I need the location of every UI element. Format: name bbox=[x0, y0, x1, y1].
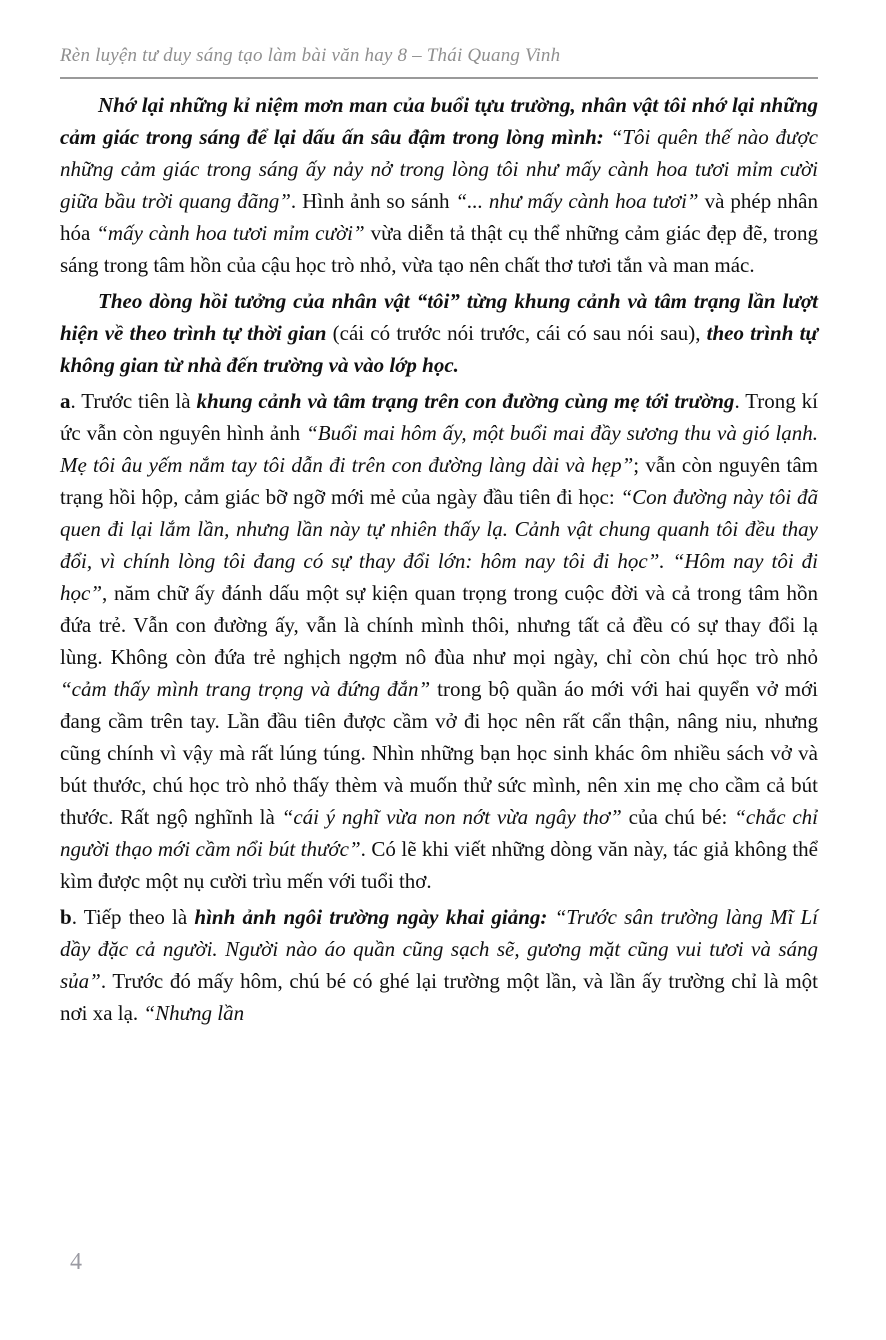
text-run: hình ảnh ngôi trường ngày khai giảng: bbox=[194, 905, 555, 929]
paragraph bbox=[60, 901, 818, 1029]
text-run: “Buổi mai hôm ấy, một buổi mai đầy sương thu và gió lạnh. Mẹ tôi âu yếm nắm tay tôi dẫn đi trên con đường làng dài và hẹp” bbox=[60, 421, 819, 477]
text-run: . Hình ảnh so sánh bbox=[290, 189, 456, 213]
text-run: “... như mấy cành hoa tươi” bbox=[455, 189, 699, 213]
text-run: . Trước đó mấy hôm, chú bé có ghé lại trường một lần, và lần ấy trường chỉ là một nơi xa lạ. bbox=[60, 969, 818, 1025]
paragraph bbox=[60, 385, 818, 897]
text-run: . Trong kí ức vẫn còn nguyên hình ảnh bbox=[60, 389, 818, 445]
text-run: Theo dòng hồi tưởng của nhân vật “tôi” từng khung cảnh và tâm trạng lần lượt hiện về theo trình tự thời gian bbox=[60, 289, 818, 345]
text-run: . Tiếp theo là bbox=[71, 905, 195, 929]
text-run: “cái ý nghĩ vừa non nớt vừa ngây thơ” bbox=[281, 805, 622, 829]
text-run: “Trước sân trường làng Mĩ Lí dầy đặc cả người. Người nào áo quần cũng sạch sẽ, gương mặt cũng vui tươi và sáng sủa” bbox=[60, 905, 818, 993]
text-run: theo trình tự không gian từ nhà đến trường và vào lớp học. bbox=[60, 321, 818, 377]
text-run: a bbox=[60, 389, 71, 413]
text-run: “Tôi quên thế nào được những cảm giác trong sáng ấy nảy nở trong lòng tôi như mấy cành hoa tươi mỉm cười giữa bầu trời quang đãng” bbox=[60, 125, 818, 213]
text-run: và phép nhân hóa bbox=[60, 189, 818, 245]
text-run: “mấy cành hoa tươi mỉm cười” bbox=[96, 221, 365, 245]
text-run: trong bộ quần áo mới với hai quyển vở mới đang cầm trên tay. Lần đầu tiên được cầm vở đi học nên rất cẩn thận, nâng niu, nhưng cũng chính vì vậy mà rất lúng túng. Nhìn những bạn học sinh khác ôm nhiều sách vở và bút thước, chú học trò nhỏ thấy thèm và muốn thử sức mình, nên xin mẹ cho cầm cả bút thước. Rất ngộ nghĩnh là bbox=[60, 677, 818, 829]
text-run: “Con đường này tôi đã quen đi lại lắm lần, nhưng lần này tự nhiên thấy lạ. Cảnh vật chung quanh tôi đều thay đổi, vì chính lòng tôi đang có sự thay đổi lớn: hôm nay tôi đi học”. “Hôm nay tôi đi học” bbox=[60, 485, 818, 605]
text-run: “chắc chỉ người thạo mới cầm nổi bút thước” bbox=[60, 805, 818, 861]
text-run: , năm chữ ấy đánh dấu một sự kiện quan trọng trong cuộc đời và cả trong tâm hồn đứa trẻ. Vẫn con đường ấy, vẫn là chính mình thôi, nhưng tất cả đều có sự thay đổi lạ lùng. Không còn đứa trẻ nghịch ngợm nô đùa như mọi ngày, chỉ còn chú học trò nhỏ bbox=[60, 581, 818, 669]
paragraph bbox=[60, 89, 818, 281]
text-run: . Có lẽ khi viết những dòng văn này, tác giả không thể kìm được một nụ cười trìu mến với tuổi thơ. bbox=[60, 837, 818, 893]
text-run: “Nhưng lần bbox=[143, 1001, 245, 1025]
text-run: “cảm thấy mình trang trọng và đứng đắn” bbox=[60, 677, 431, 701]
text-run: (cái có trước nói trước, cái có sau nói sau), bbox=[332, 321, 707, 345]
text-run: b bbox=[60, 905, 72, 929]
text-run: . Trước tiên là bbox=[70, 389, 197, 413]
text-run: Nhớ lại những kỉ niệm mơn man của buổi tựu trường, nhân vật tôi nhớ lại những cảm giác trong sáng để lại dấu ấn sâu đậm trong lòng mình: bbox=[60, 93, 818, 149]
text-run: vừa diễn tả thật cụ thể những cảm giác đẹp đẽ, trong sáng trong tâm hồn của cậu học trò nhỏ, vừa tạo nên chất thơ tươi tắn và man mác. bbox=[60, 221, 818, 277]
document-body bbox=[60, 89, 818, 1029]
running-header-title: Rèn luyện tư duy sáng tạo làm bài văn hay 8 – Thái Quang Vinh bbox=[60, 45, 561, 66]
page-number: 4 bbox=[70, 1249, 82, 1275]
text-run: khung cảnh và tâm trạng trên con đường cùng mẹ tới trường bbox=[196, 389, 735, 413]
text-run: của chú bé: bbox=[621, 805, 735, 829]
paragraph bbox=[60, 285, 818, 381]
text-run: ; vẫn còn nguyên tâm trạng hồi hộp, cảm giác bỡ ngỡ mới mẻ của ngày đầu tiên đi học: bbox=[60, 453, 818, 509]
header-divider bbox=[60, 77, 818, 79]
